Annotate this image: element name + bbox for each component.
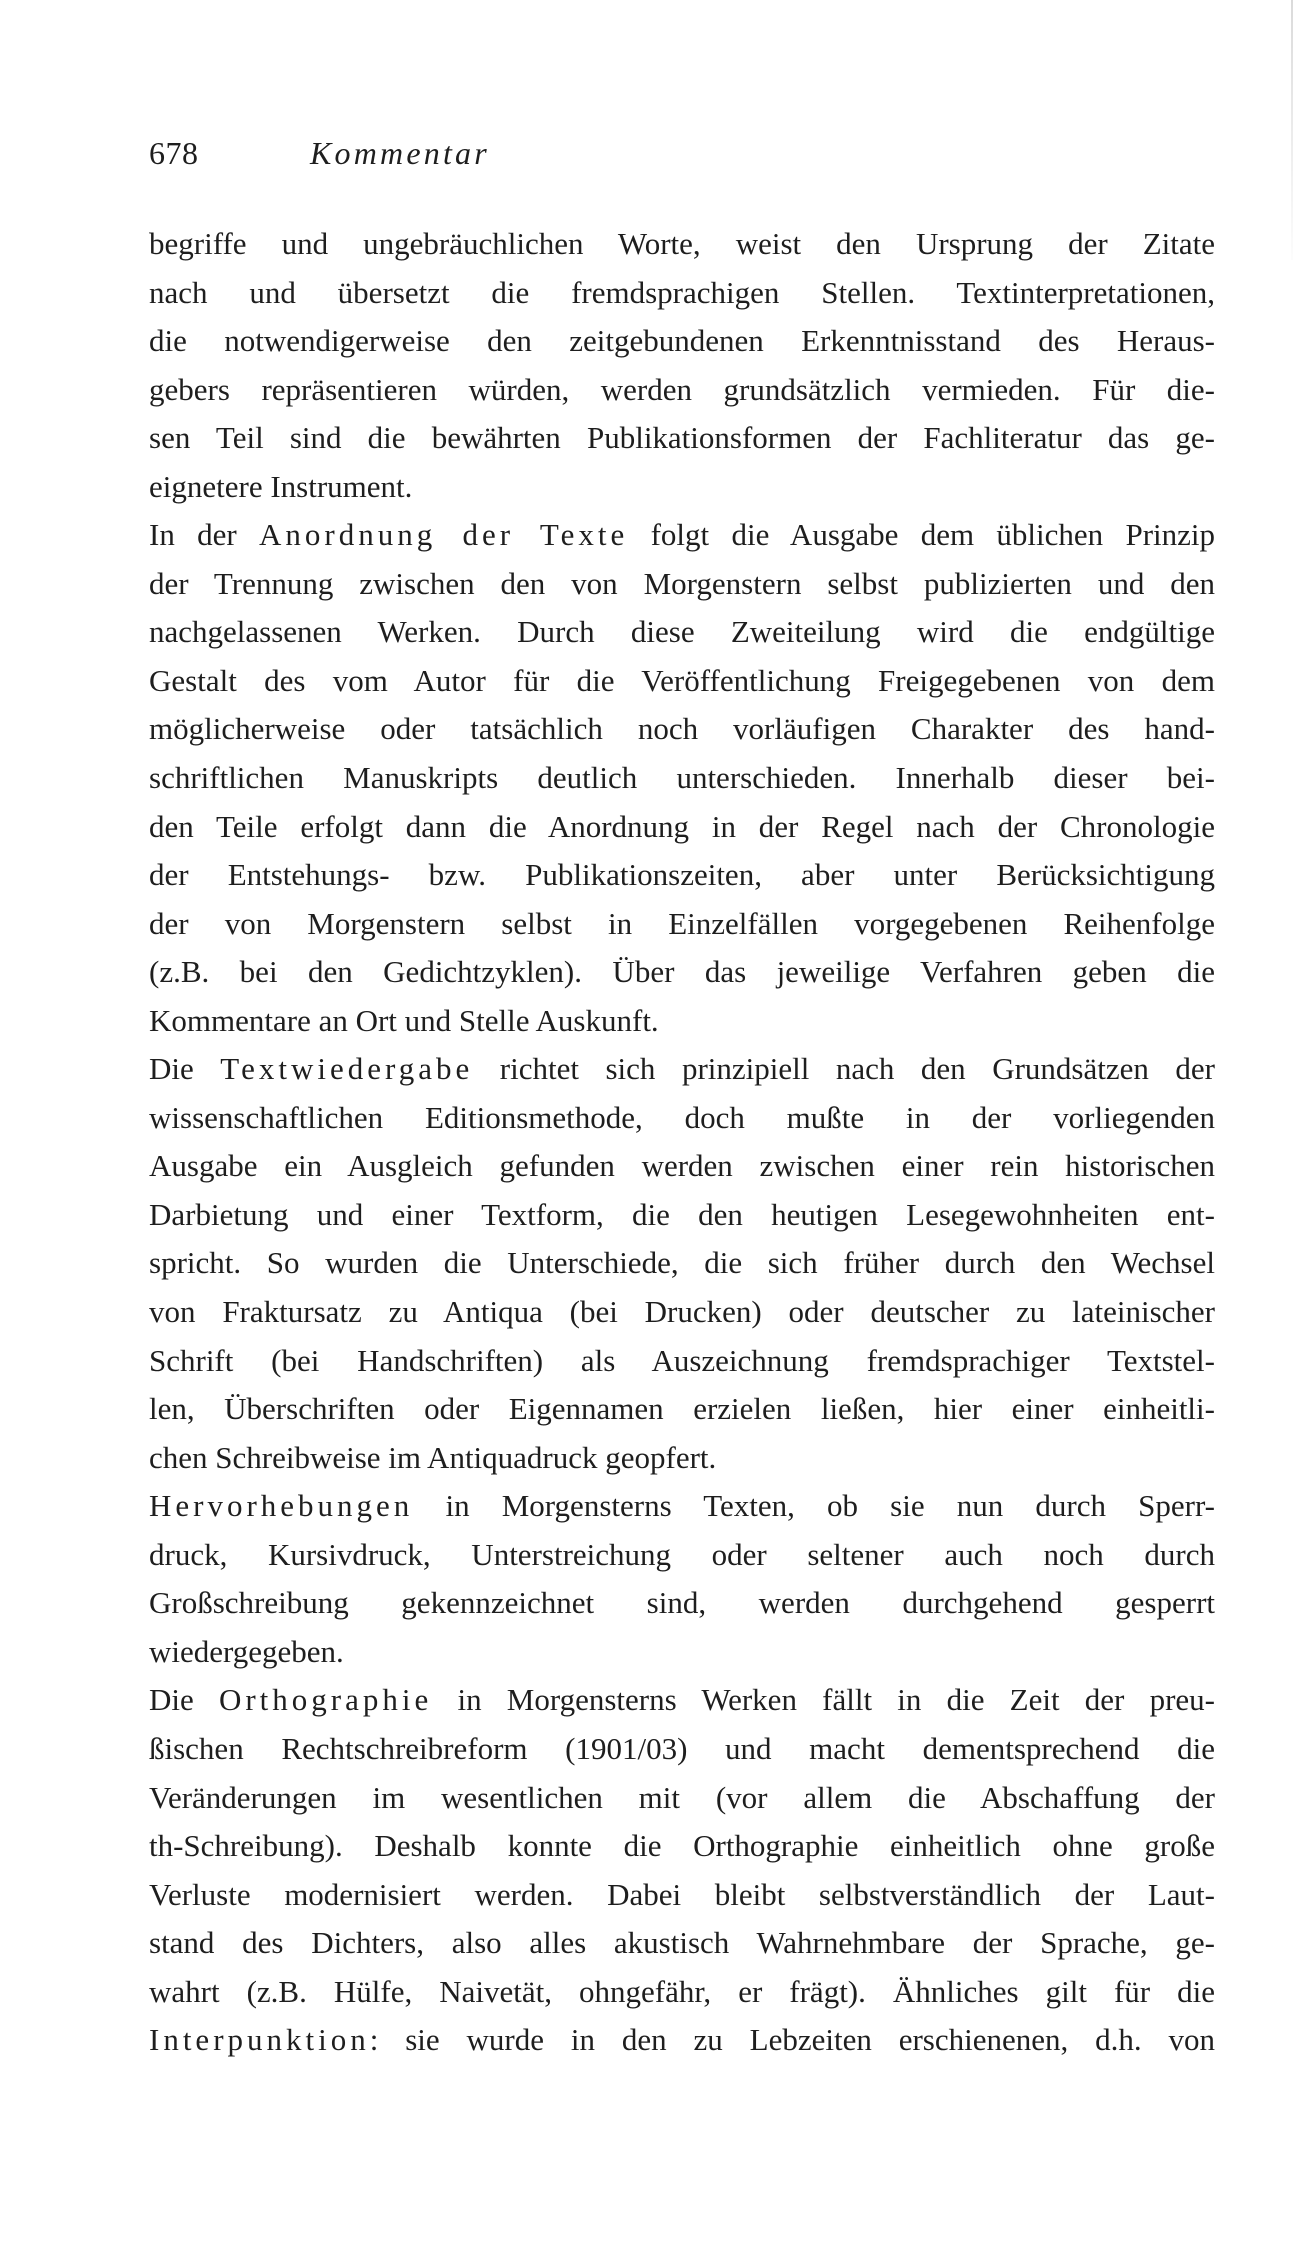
text-line xyxy=(149,511,1215,560)
text-run: in Morgensterns Werken fällt in die Zeit der preu- xyxy=(432,1682,1215,1718)
text-run: chen Schreibweise im Antiquadruck geopfert. xyxy=(149,1439,717,1475)
text-line xyxy=(149,705,1215,754)
text-run: der Entstehungs- bzw. Publikationszeiten, aber unter Berücksichtigung xyxy=(149,857,1215,893)
text-run: : sie wurde in den zu Lebzeiten erschienenen, d.h. von xyxy=(369,2022,1215,2058)
text-run: wahrt (z.B. Hülfe, Naivetät, ohngefähr, er frägt). Ähnliches gilt für die xyxy=(149,1973,1215,2009)
text-line xyxy=(149,803,1215,852)
text-line xyxy=(149,1774,1215,1823)
text-line xyxy=(149,1968,1215,2017)
text-run: richtet sich prinzipiell nach den Grundsätzen der xyxy=(473,1051,1215,1087)
text-run: Die xyxy=(149,1682,219,1718)
text-run: schriftlichen Manuskripts deutlich unterschieden. Innerhalb dieser bei- xyxy=(149,760,1215,796)
paragraph xyxy=(149,511,1215,1045)
emphasis-spaced: Anordnung der Texte xyxy=(259,517,629,553)
text-line xyxy=(149,2016,1215,2065)
text-line xyxy=(149,1482,1215,1531)
paragraph xyxy=(149,220,1215,511)
text-line xyxy=(149,1191,1215,1240)
text-run: In der xyxy=(149,517,260,553)
text-run: ßischen Rechtschreibreform (1901/03) und macht dementsprechend die xyxy=(149,1730,1215,1766)
text-run: druck, Kursivdruck, Unterstreichung oder seltener auch noch durch xyxy=(149,1536,1215,1572)
text-run: Darbietung und einer Textform, die den heutigen Lesegewohnheiten ent- xyxy=(149,1196,1215,1232)
body-text xyxy=(149,220,1215,2065)
text-line xyxy=(149,1628,1215,1677)
emphasis-spaced: Orthographie xyxy=(218,1682,433,1718)
emphasis-spaced: Interpunktion xyxy=(149,2022,370,2058)
text-run: wissenschaftlichen Editionsmethode, doch mußte in der vorliegenden xyxy=(149,1099,1215,1135)
text-line xyxy=(149,1385,1215,1434)
text-run: Ausgabe ein Ausgleich gefunden werden zwischen einer rein historischen xyxy=(149,1148,1215,1184)
text-run: stand des Dichters, also alles akustisch Wahrnehmbare der Sprache, ge- xyxy=(149,1925,1215,1961)
text-run: Veränderungen im wesentlichen mit (vor allem die Abschaffung der xyxy=(149,1779,1215,1815)
text-run: Großschreibung gekennzeichnet sind, werden durchgehend gesperrt xyxy=(149,1585,1215,1621)
text-line xyxy=(149,560,1215,609)
text-line xyxy=(149,1919,1215,1968)
text-line xyxy=(149,220,1215,269)
text-run: (z.B. bei den Gedichtzyklen). Über das jeweilige Verfahren geben die xyxy=(149,954,1215,990)
text-run: wiedergegeben. xyxy=(149,1633,344,1669)
text-run: th-Schreibung). Deshalb konnte die Orthographie einheitlich ohne große xyxy=(149,1828,1215,1864)
text-line xyxy=(149,366,1215,415)
text-run: nach und übersetzt die fremdsprachigen Stellen. Textinterpretationen, xyxy=(149,274,1215,310)
text-line xyxy=(149,997,1215,1046)
text-run: in Morgensterns Texten, ob sie nun durch Sperr- xyxy=(413,1488,1215,1524)
scan-edge-artifact xyxy=(1291,0,1293,260)
page-number: 678 xyxy=(149,135,199,171)
text-line xyxy=(149,1822,1215,1871)
paragraph xyxy=(149,1676,1215,2064)
emphasis-spaced: Textwiedergabe xyxy=(220,1051,474,1087)
text-run: nachgelassenen Werken. Durch diese Zweiteilung wird die endgültige xyxy=(149,614,1215,650)
text-run: Die xyxy=(149,1051,221,1087)
text-run: len, Überschriften oder Eigennamen erzielen ließen, hier einer einheitli- xyxy=(149,1391,1215,1427)
text-line xyxy=(149,754,1215,803)
text-run: von Fraktursatz zu Antiqua (bei Drucken) oder deutscher zu lateinischer xyxy=(149,1294,1215,1330)
text-line xyxy=(149,1288,1215,1337)
text-line xyxy=(149,900,1215,949)
text-run: sen Teil sind die bewährten Publikationsformen der Fachliteratur das ge- xyxy=(149,420,1215,456)
text-run: den Teile erfolgt dann die Anordnung in der Regel nach der Chronologie xyxy=(149,808,1215,844)
text-line xyxy=(149,1337,1215,1386)
paragraph xyxy=(149,1482,1215,1676)
text-line xyxy=(149,657,1215,706)
running-title: Kommentar xyxy=(310,135,490,171)
paragraph xyxy=(149,1045,1215,1482)
text-run: Verluste modernisiert werden. Dabei bleibt selbstverständlich der Laut- xyxy=(149,1876,1215,1912)
text-line xyxy=(149,1045,1215,1094)
text-line xyxy=(149,1579,1215,1628)
text-line xyxy=(149,1434,1215,1483)
text-run: gebers repräsentieren würden, werden grundsätzlich vermieden. Für die- xyxy=(149,371,1215,407)
text-line xyxy=(149,414,1215,463)
text-line xyxy=(149,1676,1215,1725)
text-run: Gestalt des vom Autor für die Veröffentlichung Freigegebenen von dem xyxy=(149,662,1215,698)
text-run: der Trennung zwischen den von Morgenstern selbst publizierten und den xyxy=(149,565,1215,601)
text-line xyxy=(149,1725,1215,1774)
text-line xyxy=(149,1531,1215,1580)
text-run: möglicherweise oder tatsächlich noch vorläufigen Charakter des hand- xyxy=(149,711,1215,747)
text-run: der von Morgenstern selbst in Einzelfällen vorgegebenen Reihenfolge xyxy=(149,905,1215,941)
text-run: begriffe und ungebräuchlichen Worte, weist den Ursprung der Zitate xyxy=(149,226,1215,261)
emphasis-spaced: Hervorhebungen xyxy=(149,1488,414,1524)
text-run: folgt die Ausgabe dem üblichen Prinzip xyxy=(628,517,1215,553)
text-line xyxy=(149,317,1215,366)
text-line xyxy=(149,1871,1215,1920)
text-run: die notwendigerweise den zeitgebundenen Erkenntnisstand des Heraus- xyxy=(149,323,1215,359)
text-line xyxy=(149,1142,1215,1191)
running-head xyxy=(149,133,749,173)
text-line xyxy=(149,269,1215,318)
text-run: Schrift (bei Handschriften) als Auszeichnung fremdsprachiger Textstel- xyxy=(149,1342,1215,1378)
text-line xyxy=(149,1094,1215,1143)
text-line xyxy=(149,608,1215,657)
text-line xyxy=(149,463,1215,512)
text-run: Kommentare an Ort und Stelle Auskunft. xyxy=(149,1002,659,1038)
text-line xyxy=(149,1239,1215,1288)
text-line xyxy=(149,948,1215,997)
text-run: spricht. So wurden die Unterschiede, die sich früher durch den Wechsel xyxy=(149,1245,1215,1281)
text-run: eignetere Instrument. xyxy=(149,468,413,504)
text-line xyxy=(149,851,1215,900)
